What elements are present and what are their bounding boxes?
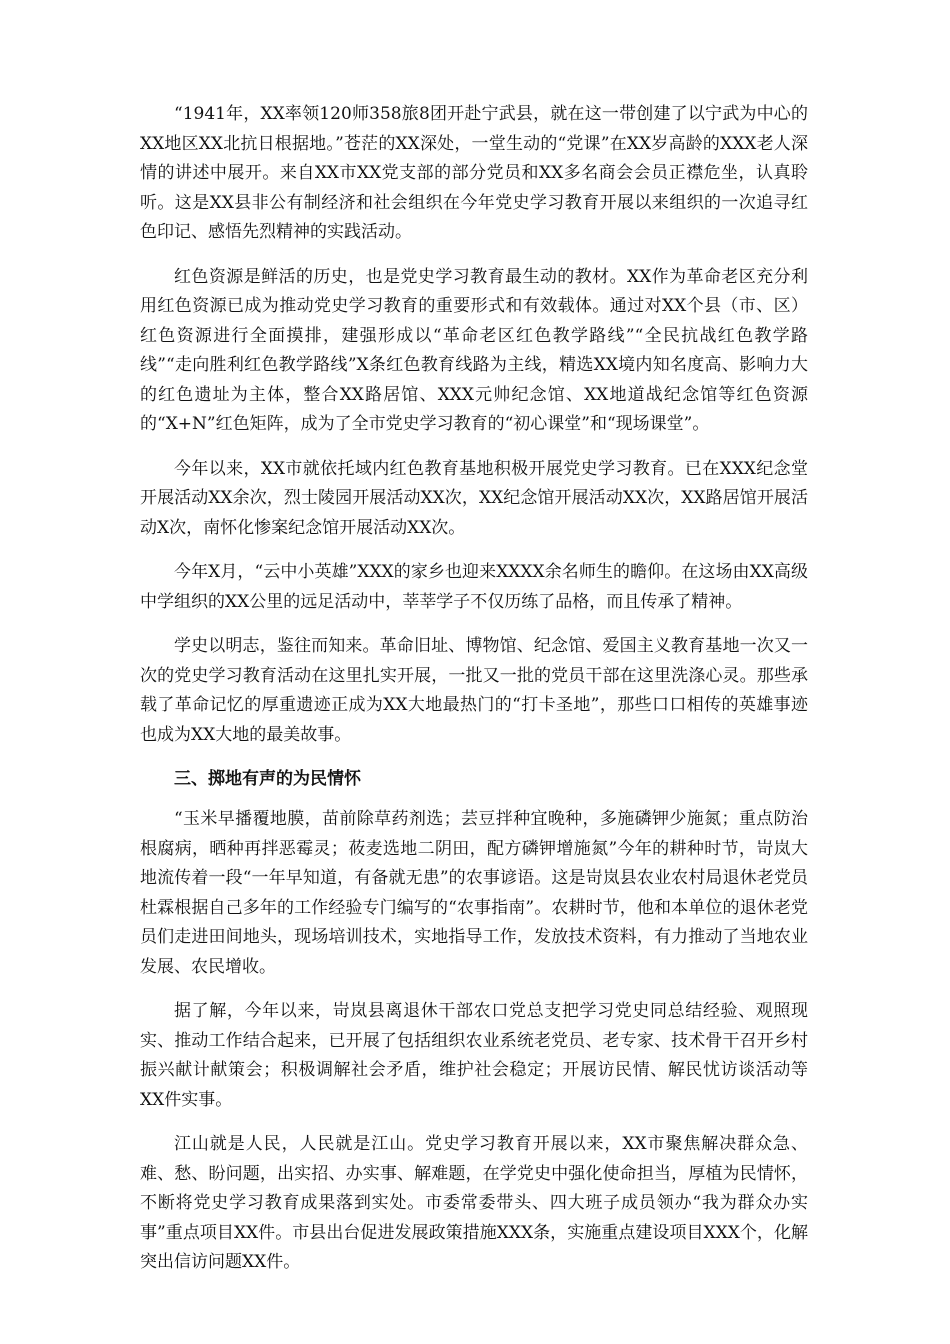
section-paragraph-3: 江山就是人民，人民就是江山。党史学习教育开展以来，XX市聚焦解决群众急、难、愁、盼问题，出实招、办实事、解难题，在学党史中强化使命担当，厚植为民情怀，不断将党史学习教育成果落到实处。市委常委带头、四大班子成员领办“我为群众办实事”重点项目XX件。市县出台促进发展政策措施XXX条，实施重点建设项目XXX个，化解突出信访问题XX件。: [140, 1134, 808, 1272]
paragraph-1: “1941年，XX率领120师358旅8团开赴宁武县，就在这一带创建了以宁武为中心的XX地区XX北抗日根据地。”苍茫的XX深处，一堂生动的“党课”在XX岁高龄的XXX老人深情的讲述中展开。来自XX市XX党支部的部分党员和XX多名商会会员正襟危坐，认真聆听。这是XX县非公有制经济和社会组织在今年党史学习教育开展以来组织的一次追寻红色印记、感悟先烈精神的实践活动。: [140, 104, 808, 242]
paragraph-4: 今年X月，“云中小英雄”XXX的家乡也迎来XXXX余名师生的瞻仰。在这场由XX高级中学组织的XX公里的远足活动中，莘莘学子不仅历练了品格，而且传承了精神。: [140, 562, 808, 612]
document-page: [140, 100, 808, 1293]
paragraph-5: 学史以明志，鉴往而知来。革命旧址、博物馆、纪念馆、爱国主义教育基地一次又一次的党史学习教育活动在这里扎实开展，一批又一批的党员干部在这里洗涤心灵。那些承载了革命记忆的厚重遗迹正成为XX大地最热门的“打卡圣地”，那些口口相传的英雄事迹也成为XX大地的最美故事。: [140, 636, 808, 745]
paragraph-2: 红色资源是鲜活的历史，也是党史学习教育最生动的教材。XX作为革命老区充分利用红色资源已成为推动党史学习教育的重要形式和有效载体。通过对XX个县（市、区）红色资源进行全面摸排，建强形成以“革命老区红色教学路线”“全民抗战红色教学路线”“走向胜利红色教学路线”X条红色教育线路为主线，精选XX境内知名度高、影响力大的红色遗址为主体，整合XX路居馆、XXX元帅纪念馆、XX地道战纪念馆等红色资源的“X+N”红色矩阵，成为了全市党史学习教育的“初心课堂”和“现场课堂”。: [140, 266, 808, 434]
section-paragraph-2: 据了解，今年以来，岢岚县离退休干部农口党总支把学习党史同总结经验、观照现实、推动工作结合起来，已开展了包括组织农业系统老党员、老专家、技术骨干召开乡村振兴献计献策会；积极调解社会矛盾，维护社会稳定；开展访民情、解民忧访谈活动等XX件实事。: [140, 1001, 808, 1110]
section-heading: 三、掷地有声的为民情怀: [174, 769, 361, 789]
section-paragraph-1: “玉米早播覆地膜，苗前除草药剂选；芸豆拌种宜晚种，多施磷钾少施氮；重点防治根腐病，晒种再拌恶霉灵；莜麦选地二阴田，配方磷钾增施氮”今年的耕种时节，岢岚大地流传着一段“一年早知道，有备就无患”的农事谚语。这是岢岚县农业农村局退休老党员杜霖根据自己多年的工作经验专门编写的“农事指南”。农耕时节，他和本单位的退休老党员们走进田间地头，现场培训技术，实地指导工作，发放技术资料，有力推动了当地农业发展、农民增收。: [140, 809, 808, 977]
paragraph-3: 今年以来，XX市就依托域内红色教育基地积极开展党史学习教育。已在XXX纪念堂开展活动XX余次，烈士陵园开展活动XX次，XX纪念馆开展活动XX次，XX路居馆开展活动X次，南怀化惨案纪念馆开展活动XX次。: [140, 458, 808, 538]
